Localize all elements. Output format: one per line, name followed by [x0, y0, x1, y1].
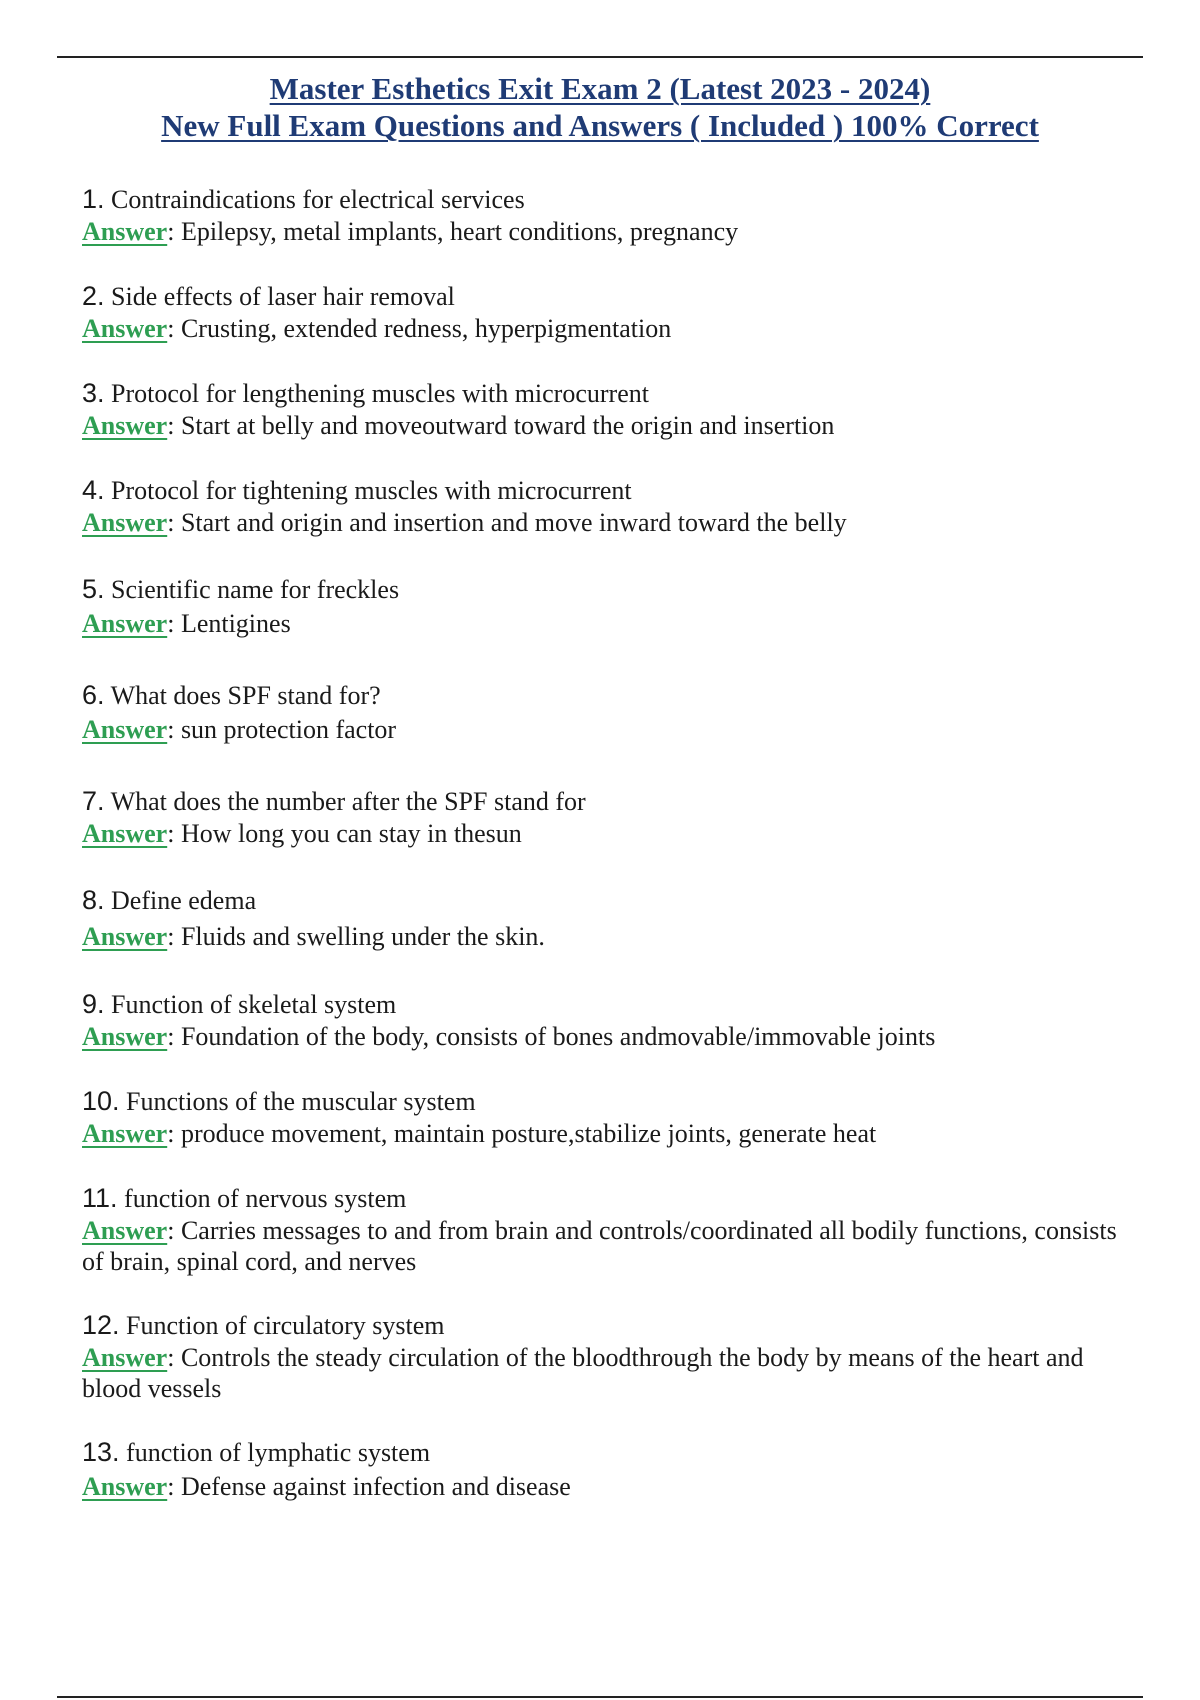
- question: [82, 785, 1132, 818]
- answer: [82, 714, 1132, 745]
- qa-item-5: [82, 573, 1132, 639]
- question-number: 1.: [82, 184, 105, 214]
- answer: [82, 313, 1132, 344]
- question: [82, 1085, 1132, 1118]
- question-text: Protocol for tightening muscles with microcurrent: [111, 476, 632, 505]
- question-number: 5.: [82, 574, 105, 604]
- question-number: 12.: [82, 1310, 120, 1340]
- answer-text: : Start and origin and insertion and move inward toward the belly: [167, 508, 847, 537]
- document-title: [0, 70, 1200, 144]
- question: [82, 474, 1132, 507]
- qa-item-9: [82, 988, 1132, 1052]
- question-text: Side effects of laser hair removal: [111, 282, 455, 311]
- answer: [82, 216, 1132, 247]
- question: [82, 884, 1132, 917]
- question-text: Define edema: [111, 886, 257, 915]
- question-number: 13.: [82, 1437, 120, 1467]
- question-number: 6.: [82, 680, 105, 710]
- question-text: What does the number after the SPF stand for: [110, 787, 586, 816]
- title-line-1: Master Esthetics Exit Exam 2 (Latest 2023 - 2024): [269, 71, 931, 106]
- question-text: Functions of the muscular system: [126, 1087, 476, 1116]
- answer-text: : How long you can stay in thesun: [167, 819, 522, 848]
- answer-label: Answer: [82, 411, 168, 440]
- answer-text: : Lentigines: [167, 609, 291, 638]
- question: [82, 280, 1132, 313]
- qa-item-13: [82, 1436, 1132, 1502]
- question-text: Protocol for lengthening muscles with microcurrent: [111, 379, 649, 408]
- question-text: What does SPF stand for?: [110, 681, 381, 710]
- answer: [82, 410, 1132, 441]
- answer-label: Answer: [82, 1472, 168, 1501]
- title-line-2: New Full Exam Questions and Answers ( Included ) 100% Correct: [161, 108, 1039, 143]
- question-number: 7.: [82, 786, 105, 816]
- answer: [82, 608, 1132, 639]
- question-number: 10.: [82, 1086, 120, 1116]
- answer: [82, 818, 1132, 849]
- answer-text: : Epilepsy, metal implants, heart conditions, pregnancy: [167, 217, 739, 246]
- question: [82, 377, 1132, 410]
- answer: [82, 1471, 1132, 1502]
- answer: [82, 1342, 1132, 1404]
- answer: [82, 1021, 1132, 1052]
- answer-text: : Start at belly and moveoutward toward the origin and insertion: [167, 411, 835, 440]
- question-number: 9.: [82, 989, 105, 1019]
- answer-label: Answer: [82, 508, 168, 537]
- question: [82, 183, 1132, 216]
- answer-text: : Crusting, extended redness, hyperpigmentation: [167, 314, 672, 343]
- answer-text: : produce movement, maintain posture,stabilize joints, generate heat: [167, 1119, 877, 1148]
- answer-label: Answer: [82, 1022, 168, 1051]
- answer-label: Answer: [82, 314, 168, 343]
- answer: [82, 921, 1132, 952]
- answer-label: Answer: [82, 922, 168, 951]
- question-number: 2.: [82, 281, 105, 311]
- question: [82, 573, 1132, 606]
- question-text: Function of skeletal system: [111, 990, 397, 1019]
- qa-item-12: [82, 1309, 1132, 1404]
- qa-item-10: [82, 1085, 1132, 1149]
- answer-label: Answer: [82, 715, 168, 744]
- question-number: 11.: [82, 1183, 118, 1213]
- qa-item-8: [82, 884, 1132, 952]
- qa-item-2: [82, 280, 1132, 344]
- question-number: 8.: [82, 885, 105, 915]
- answer-label: Answer: [82, 1343, 168, 1372]
- answer-text: : Controls the steady circulation of the bloodthrough the body by means of the heart and blood vessels: [82, 1343, 1084, 1403]
- answer-label: Answer: [82, 819, 168, 848]
- qa-item-7: [82, 785, 1132, 849]
- qa-item-3: [82, 377, 1132, 441]
- answer-label: Answer: [82, 217, 168, 246]
- qa-item-6: [82, 679, 1132, 745]
- question-text: function of lymphatic system: [126, 1438, 431, 1467]
- answer-text: : Carries messages to and from brain and controls/coordinated all bodily functions, consists of brain, spinal cord, and nerves: [82, 1216, 1117, 1276]
- question: [82, 679, 1132, 712]
- qa-item-11: [82, 1182, 1132, 1277]
- answer: [82, 507, 1132, 538]
- qa-list: [82, 183, 1132, 1502]
- question-text: Function of circulatory system: [126, 1311, 445, 1340]
- answer-text: : Defense against infection and disease: [167, 1472, 571, 1501]
- answer-label: Answer: [82, 1119, 168, 1148]
- top-rule: [57, 56, 1143, 58]
- answer-label: Answer: [82, 1216, 168, 1245]
- answer-text: : sun protection factor: [167, 715, 397, 744]
- bottom-rule: [57, 1696, 1143, 1698]
- question-number: 3.: [82, 378, 105, 408]
- question: [82, 1309, 1132, 1342]
- answer-label: Answer: [82, 609, 168, 638]
- question-text: function of nervous system: [124, 1184, 407, 1213]
- question: [82, 1182, 1132, 1215]
- question: [82, 1436, 1132, 1469]
- answer: [82, 1215, 1132, 1277]
- answer-text: : Fluids and swelling under the skin.: [167, 922, 545, 951]
- answer-text: : Foundation of the body, consists of bones andmovable/immovable joints: [167, 1022, 936, 1051]
- answer: [82, 1118, 1132, 1149]
- question-text: Scientific name for freckles: [111, 575, 400, 604]
- question: [82, 988, 1132, 1021]
- question-text: Contraindications for electrical services: [111, 185, 525, 214]
- qa-item-4: [82, 474, 1132, 538]
- qa-item-1: [82, 183, 1132, 247]
- question-number: 4.: [82, 475, 105, 505]
